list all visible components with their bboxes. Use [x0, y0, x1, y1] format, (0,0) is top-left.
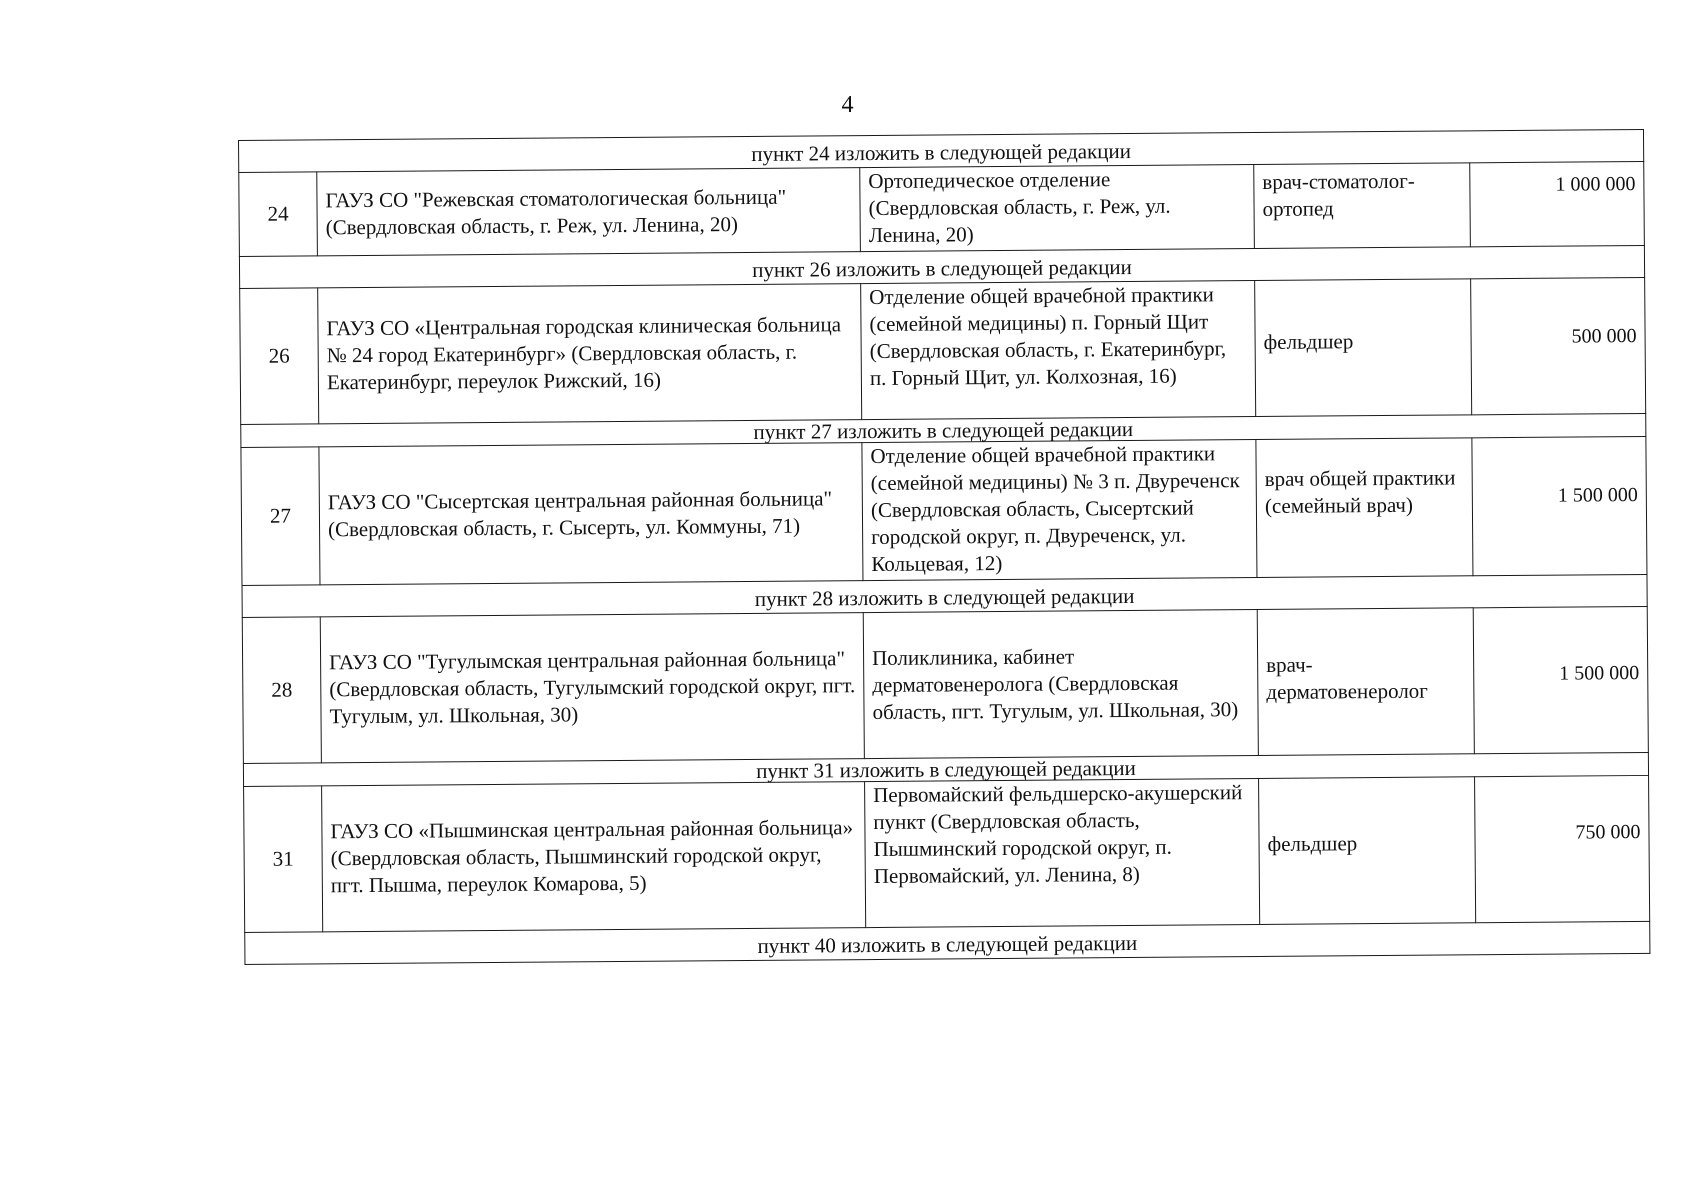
position-cell: врач-стоматолог-ортопед: [1254, 163, 1471, 249]
section-header: пункт 31 изложить в следующей редакции: [243, 752, 1648, 786]
table-row: [240, 277, 1646, 424]
row-number: 24: [239, 172, 318, 257]
amount-cell: [1470, 161, 1645, 246]
section-header: пункт 40 изложить в следующей редакции: [245, 921, 1650, 964]
organization-cell: ГАУЗ СО «Центральная городская клиническая больница № 24 город Екатеринбург» (Свердловская область, г. Екатеринбург, переулок Рижский, 16): [318, 284, 862, 424]
amount-cell: [1472, 436, 1647, 575]
amount-value: 1 500 000: [1559, 662, 1640, 685]
row-number: 28: [242, 617, 321, 764]
row-number: 31: [244, 786, 323, 933]
section-header: пункт 27 изложить в следующей редакции: [241, 413, 1646, 447]
department-cell: Первомайский фельдшерско-акушерский пункт (Свердловская область, Пышминский городской округ, п. Первомайский, ул. Ленина, 8): [865, 779, 1260, 928]
amendments-table: [238, 129, 1650, 965]
department-cell: Отделение общей врачебной практики (семейной медицины) п. Горный Щит (Свердловская область, г. Екатеринбург, п. Горный Щит, ул. Колхозная, 16): [861, 281, 1256, 420]
row-number: 26: [240, 288, 319, 425]
section-header: пункт 28 изложить в следующей редакции: [242, 574, 1647, 617]
amount-value: 1 500 000: [1557, 484, 1638, 507]
department-cell: Отделение общей врачебной практики (семейной медицины) № 3 п. Двуреченск (Свердловская область, Сысертский городской округ, п. Двуреченск, ул. Кольцевая, 12): [862, 440, 1257, 581]
amount-value: 750 000: [1575, 821, 1641, 844]
organization-cell: ГАУЗ СО "Режевская стоматологическая больница" (Свердловская область, г. Реж, ул. Ленина, 20): [317, 168, 861, 256]
amount-cell: [1473, 606, 1648, 753]
table-row: [239, 161, 1645, 256]
amount-value: 500 000: [1571, 325, 1637, 348]
table-row: [241, 436, 1647, 585]
row-number: 27: [241, 447, 320, 586]
department-cell: Ортопедическое отделение (Свердловская область, г. Реж, ул. Ленина, 20): [860, 165, 1255, 252]
table-row: [242, 606, 1648, 763]
department-cell: Поликлиника, кабинет дерматовенеролога (Свердловская область, пгт. Тугулым, ул. Школьная, 30): [863, 610, 1258, 759]
position-cell: фельдшер: [1259, 777, 1476, 925]
section-header: пункт 24 изложить в следующей редакции: [239, 129, 1644, 172]
table-row: [244, 775, 1650, 932]
page-number: 4: [841, 92, 854, 118]
position-cell: врач-дерматовенеролог: [1257, 608, 1474, 756]
position-cell: врач общей практики (семейный врач): [1256, 438, 1473, 578]
organization-cell: ГАУЗ СО «Пышминская центральная районная больница» (Свердловская область, Пышминский городской округ, пгт. Пышма, переулок Комарова, 5): [322, 782, 866, 932]
amount-value: 1 000 000: [1555, 173, 1636, 196]
organization-cell: ГАУЗ СО "Сысертская центральная районная больница" (Свердловская область, г. Сысерть, ул. Коммуны, 71): [319, 443, 863, 585]
section-header: пункт 26 изложить в следующей редакции: [239, 245, 1644, 288]
amount-cell: [1475, 775, 1650, 922]
position-cell: фельдшер: [1255, 279, 1472, 417]
amount-cell: [1471, 277, 1646, 414]
organization-cell: ГАУЗ СО "Тугулымская центральная районная больница" (Свердловская область, Тугулымский городской округ, пгт. Тугулым, ул. Школьная, 30): [320, 613, 864, 763]
